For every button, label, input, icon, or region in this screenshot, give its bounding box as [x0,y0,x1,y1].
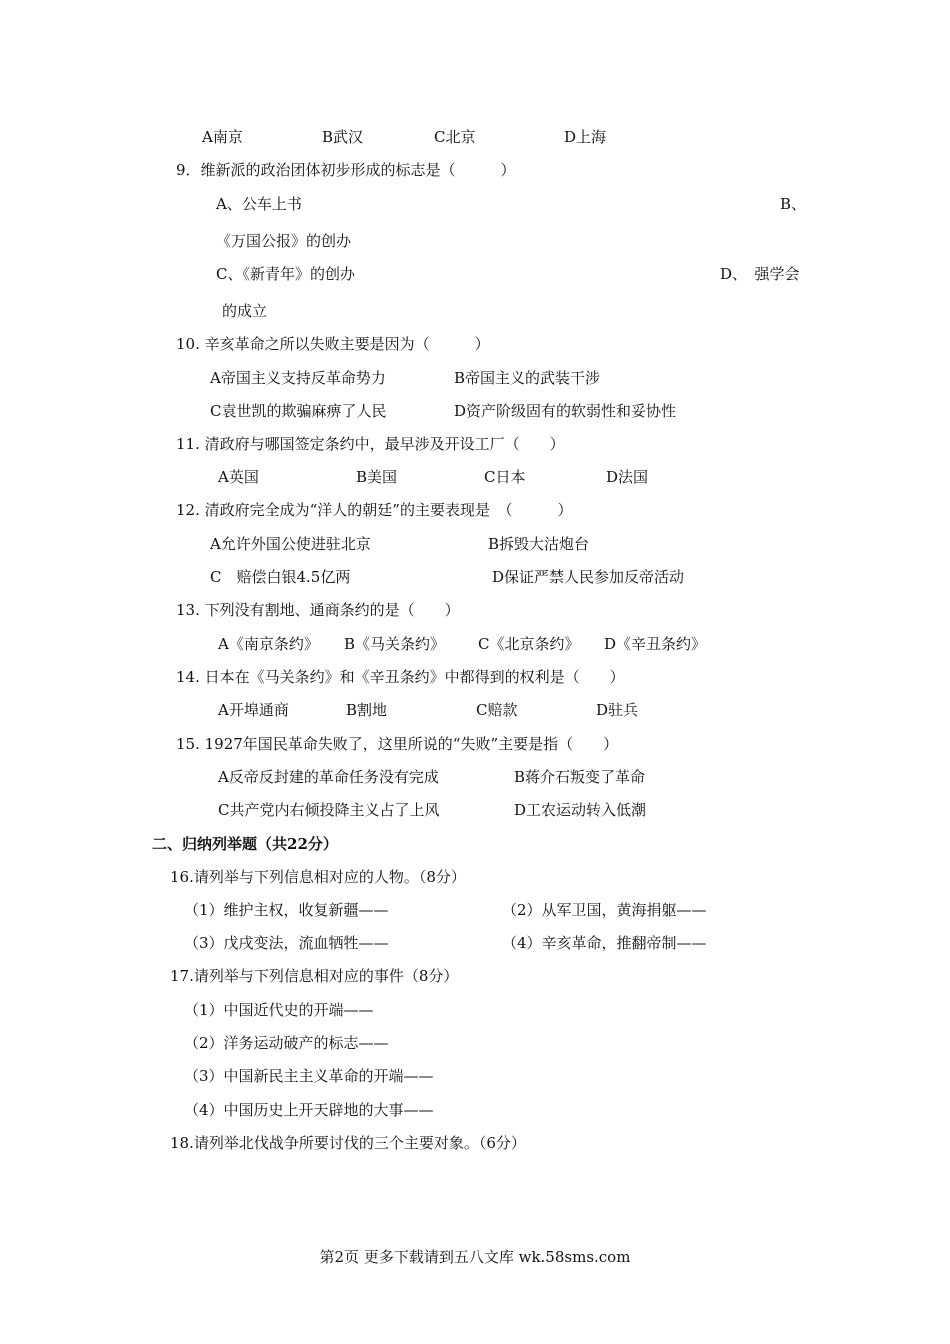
q8-option-b: B武汉 [322,128,364,146]
q15-option-a: A反帝反封建的革命任务没有完成 [218,768,439,786]
section-2-heading: 二、归纳列举题（共22分） [152,835,338,853]
q12-option-c: C 赔偿白银4.5亿两 [210,568,351,586]
q8-option-a: A南京 [202,128,243,146]
question-15: 15. 1927年国民革命失败了，这里所说的“失败”主要是指（ ） [176,735,619,753]
q16-item-2: （2）从军卫国，黄海捐躯—— [502,901,707,919]
q17-item-2: （2）洋务运动破产的标志—— [184,1034,389,1052]
q9-option-d-continued: 的成立 [222,302,268,320]
question-16: 16.请列举与下列信息相对应的人物。（8分） [170,868,466,886]
q8-option-c: C北京 [434,128,476,146]
q13-option-d: D《辛丑条约》 [604,635,707,653]
q10-option-c: C袁世凯的欺骗麻痹了人民 [210,402,387,420]
q15-option-c: C共产党内右倾投降主义占了上风 [218,801,440,819]
question-10: 10. 辛亥革命之所以失败主要是因为（ ） [176,335,490,353]
q13-option-b: B《马关条约》 [344,635,446,653]
q12-option-d: D保证严禁人民参加反帝活动 [492,568,685,586]
question-12: 12. 清政府完全成为“洋人的朝廷”的主要表现是 （ ） [176,501,573,519]
question-9: 9．维新派的政治团体初步形成的标志是（ ） [176,161,516,179]
q15-option-b: B蒋介石叛变了革命 [514,768,646,786]
q16-item-3: （3）戊戌变法，流血牺牲—— [184,934,389,952]
question-11: 11. 清政府与哪国签定条约中，最早涉及开设工厂（ ） [176,435,565,453]
q9-option-d: D、 强学会 [720,265,800,283]
q17-item-4: （4）中国历史上开天辟地的大事—— [184,1101,434,1119]
q11-option-c: C日本 [484,468,526,486]
q10-option-d: D资产阶级固有的软弱性和妥协性 [454,402,677,420]
q9-option-c: C、《新青年》的创办 [216,265,355,283]
question-14: 14. 日本在《马关条约》和《辛丑条约》中都得到的权利是（ ） [176,668,625,686]
q11-option-d: D法国 [606,468,649,486]
q10-option-a: A帝国主义支持反革命势力 [210,369,386,387]
q14-option-c: C赔款 [476,701,518,719]
q14-option-a: A开埠通商 [218,701,289,719]
q13-option-c: C《北京条约》 [478,635,580,653]
q14-option-d: D驻兵 [596,701,639,719]
q12-option-b: B拆毁大沽炮台 [488,535,590,553]
q9-option-a: A、公车上书 [216,195,302,213]
q15-option-d: D工农运动转入低潮 [514,801,647,819]
q9-option-b: B、 [780,195,807,213]
question-17: 17.请列举与下列信息相对应的事件（8分） [170,967,459,985]
q16-item-1: （1）维护主权，收复新疆—— [184,901,389,919]
q16-item-4: （4）辛亥革命，推翻帝制—— [502,934,707,952]
q17-item-1: （1）中国近代史的开端—— [184,1001,374,1019]
question-13: 13. 下列没有割地、通商条约的是（ ） [176,601,460,619]
q14-option-b: B割地 [346,701,388,719]
q12-option-a: A允许外国公使进驻北京 [210,535,371,553]
q11-option-a: A英国 [218,468,259,486]
question-18: 18.请列举北伐战争所要讨伐的三个主要对象。（6分） [170,1134,526,1152]
q11-option-b: B美国 [356,468,398,486]
q9-option-b-continued: 《万国公报》的创办 [216,232,352,250]
q8-option-d: D上海 [564,128,607,146]
q10-option-b: B帝国主义的武装干涉 [454,369,601,387]
q13-option-a: A《南京条约》 [218,635,319,653]
q17-item-3: （3）中国新民主主义革命的开端—— [184,1067,434,1085]
page-footer: 第2页 更多下载请到五八文库 wk.58sms.com [319,1248,631,1266]
